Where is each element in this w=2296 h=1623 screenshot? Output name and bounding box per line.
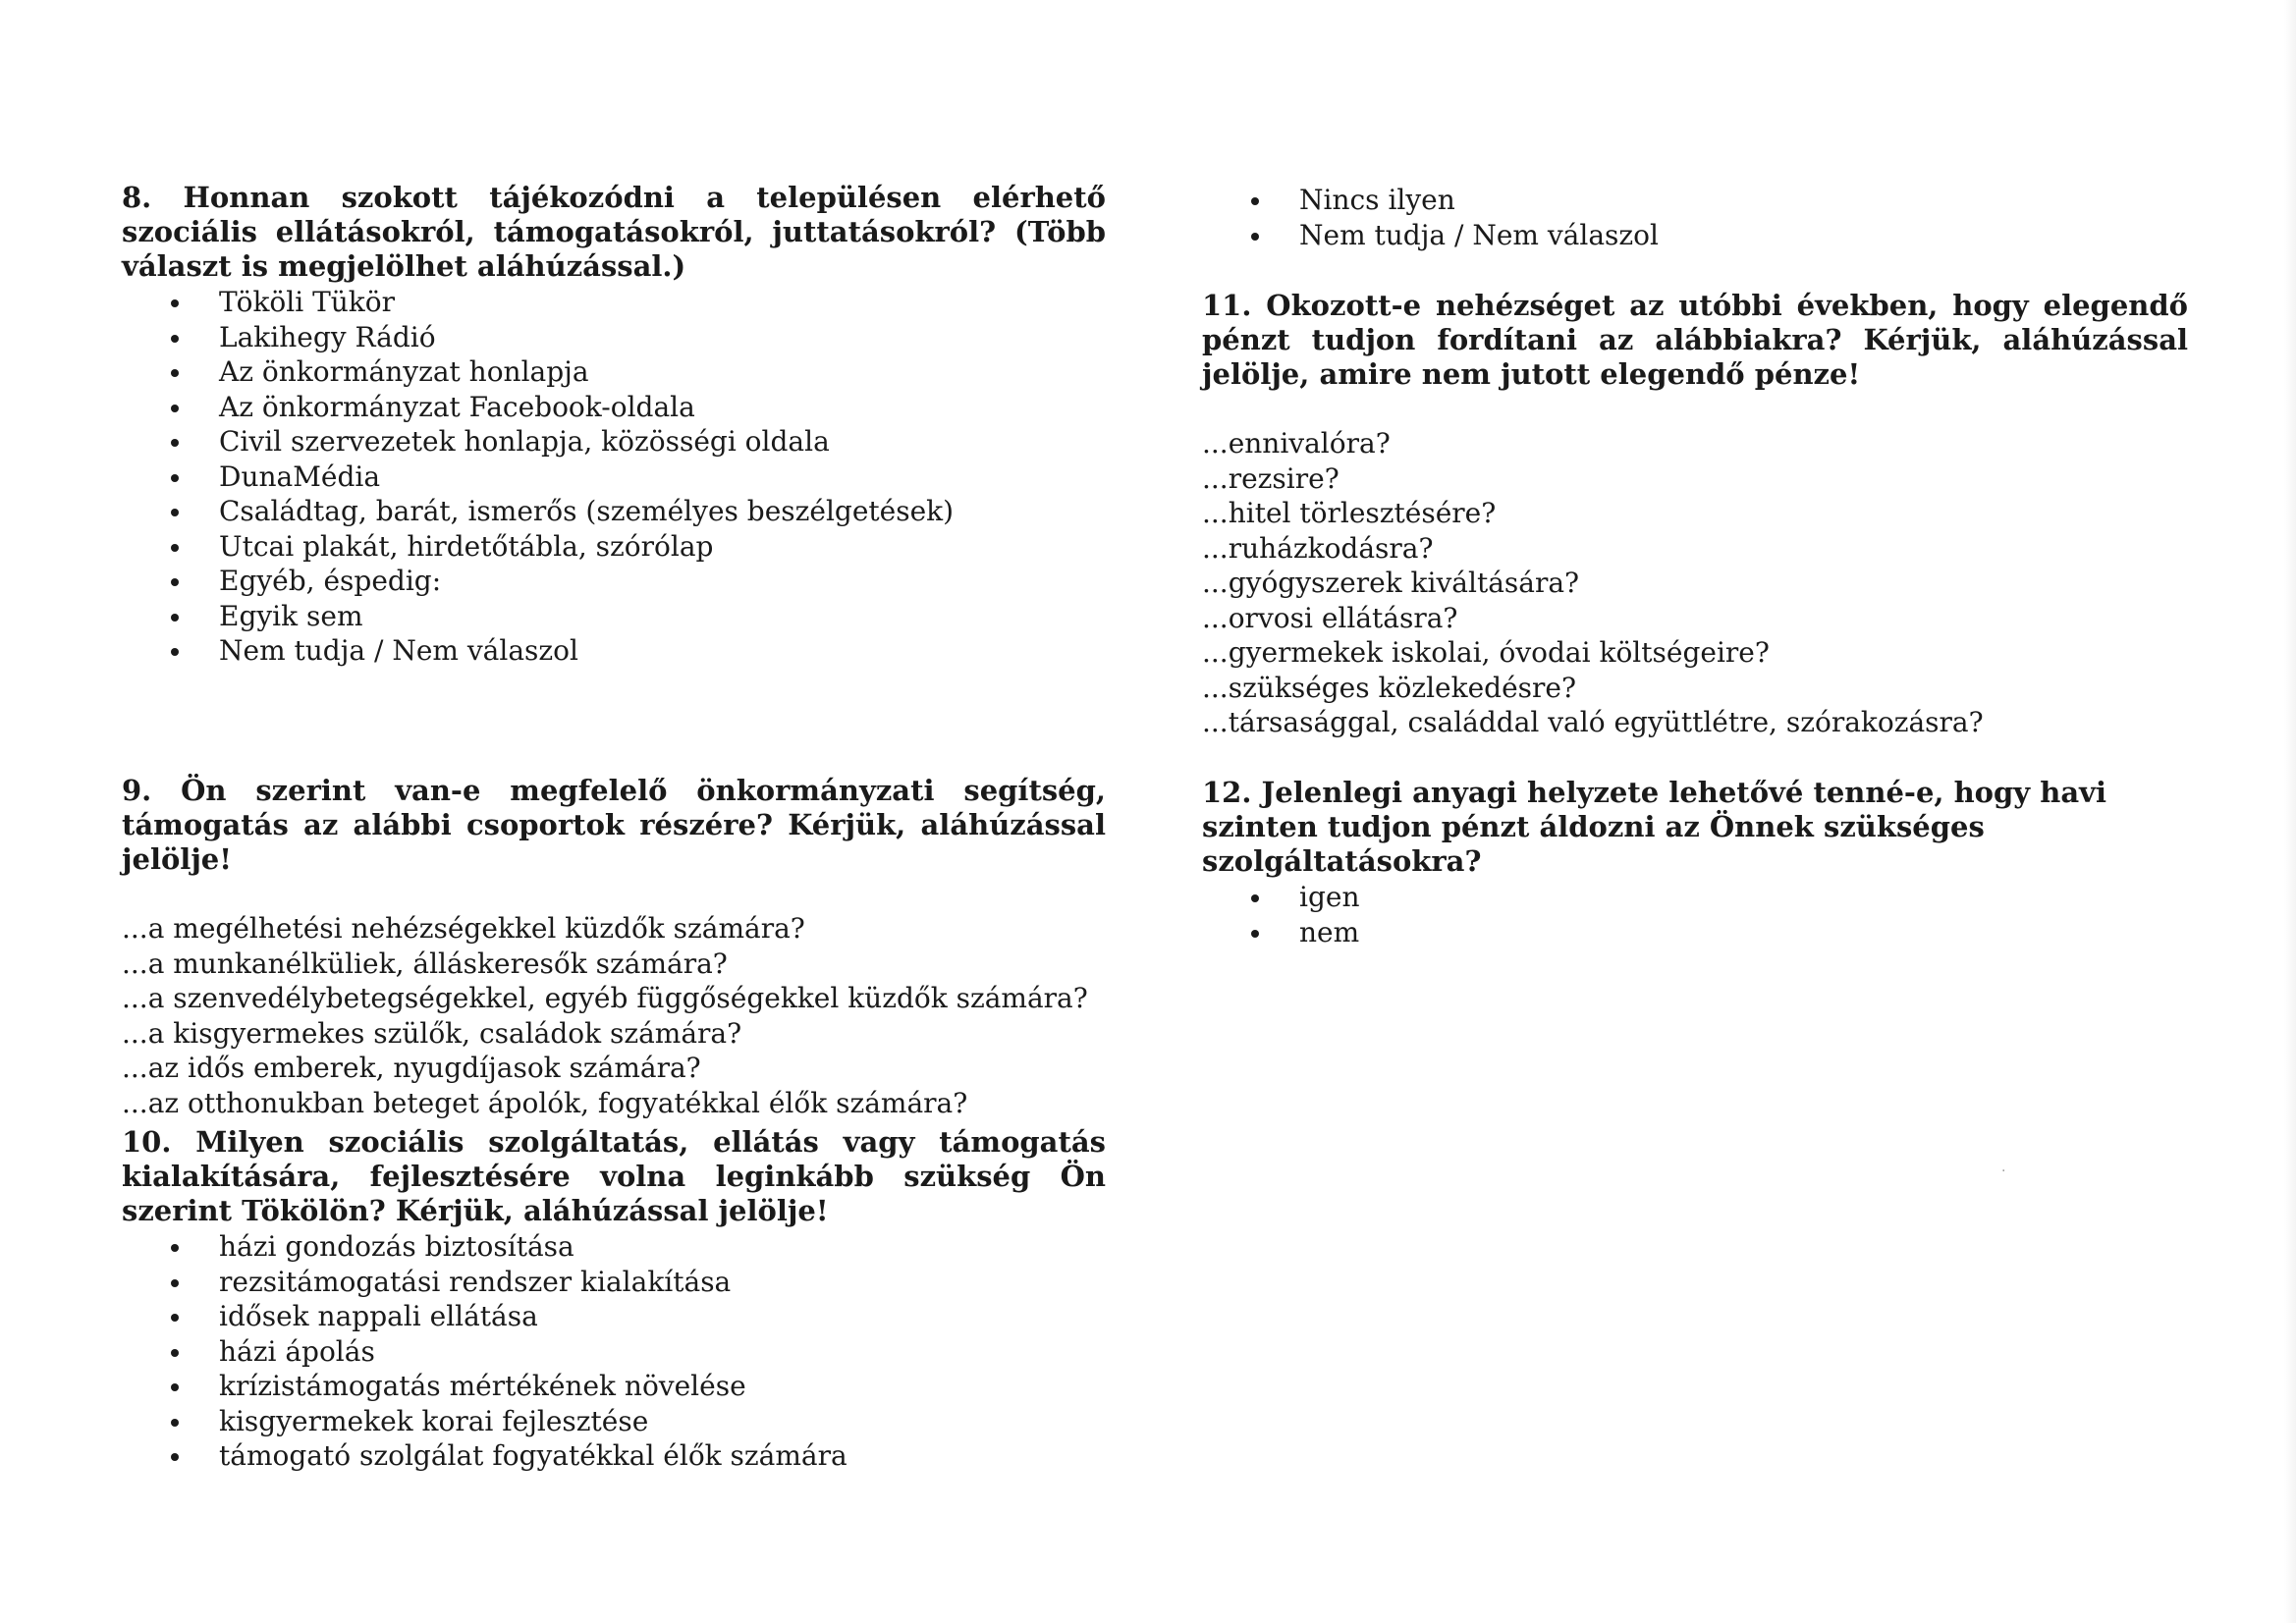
question-10-continued [1202, 183, 2188, 252]
question-12-options [1202, 880, 2188, 949]
question-12-option [1202, 880, 2188, 915]
question-11-item: ...szükséges közlekedésre? [1202, 671, 1576, 704]
question-12-option-label: igen [1299, 881, 1360, 913]
question-10-continued-option-label: Nincs ilyen [1299, 184, 1455, 216]
question-8-option-label: Tököli Tükör [219, 286, 396, 318]
bullet-icon [171, 1314, 179, 1322]
question-8-option [122, 354, 1106, 390]
question-10-option-label: krízistámogatás mértékének növelése [219, 1370, 746, 1402]
question-10-option-label: házi ápolás [219, 1334, 375, 1368]
question-10-continued-option [1202, 218, 2188, 253]
question-9-items [122, 911, 1106, 1120]
question-10-continued-options [1202, 183, 2188, 252]
question-11-item: ...orvosi ellátásra? [1202, 601, 1458, 634]
bullet-icon [171, 1453, 179, 1461]
question-11-item: ...társasággal, családdal való együttlétre, szórakozásra? [1202, 706, 1984, 738]
question-11-item: ...ruházkodásra? [1202, 531, 1434, 565]
question-9-item: ...az otthonukban beteget ápolók, fogyatékkal élők számára? [122, 1086, 968, 1119]
question-10-option [122, 1229, 1106, 1265]
question-11-item: ...ennivalóra? [1202, 427, 1391, 460]
question-10-option [122, 1299, 1106, 1334]
question-10-title: 10. Milyen szociális szolgáltatás, ellátás vagy támogatás kialakítására, fejlesztésére volna leginkább szükség Ön szerint Tökölön? Kérjük, aláhúzással jelölje! [122, 1125, 1106, 1227]
question-10-continued-option-label: Nem tudja / Nem válaszol [1299, 218, 1659, 251]
question-10-continued-option [1202, 183, 2188, 218]
question-12 [1202, 776, 2188, 949]
question-8-option [122, 599, 1106, 634]
bullet-icon [1251, 930, 1259, 938]
scan-speck: · [2001, 1163, 2006, 1179]
question-10-option [122, 1438, 1106, 1474]
question-8-option [122, 424, 1106, 460]
question-9-item: ...az idős emberek, nyugdíjasok számára? [122, 1052, 701, 1084]
question-10-option [122, 1404, 1106, 1439]
question-8-option [122, 494, 1106, 529]
question-11-item: ...gyermekek iskolai, óvodai költségeire? [1202, 636, 1770, 669]
question-8-option-label: Lakihegy Rádió [219, 320, 436, 353]
question-12-title: 12. Jelenlegi anyagi helyzete lehetővé tenné-e, hogy havi szinten tudjon pénzt áldozni az Önnek szükséges szolgáltatásokra? [1202, 776, 2106, 878]
bullet-icon [1251, 894, 1259, 902]
question-11-item: ...rezsire? [1202, 461, 1339, 495]
question-8-option [122, 564, 1106, 599]
question-9-item: ...a megélhetési nehézségekkel küzdők számára? [122, 912, 805, 945]
question-8-option-label: Az önkormányzat Facebook-oldala [219, 390, 695, 423]
question-11-item: ...hitel törlesztésére? [1202, 497, 1497, 529]
question-10 [122, 1125, 1106, 1474]
bullet-icon [171, 1419, 179, 1427]
question-11-item: ...gyógyszerek kiváltására? [1202, 567, 1580, 599]
scan-edge-shadow [2284, 0, 2296, 1623]
bullet-icon [171, 509, 179, 516]
question-10-option [122, 1369, 1106, 1404]
question-10-option [122, 1265, 1106, 1300]
question-10-option-label: rezsitámogatási rendszer kialakítása [219, 1265, 732, 1298]
question-8-option-label: Egyéb, éspedig: [219, 565, 442, 597]
bullet-icon [1251, 233, 1259, 241]
question-10-option [122, 1334, 1106, 1370]
question-10-option-label: támogató szolgálat fogyatékkal élők számára [219, 1439, 847, 1472]
question-8-option [122, 285, 1106, 320]
question-8-option [122, 460, 1106, 495]
bullet-icon [171, 299, 179, 307]
question-8-option-label: Egyik sem [219, 599, 363, 632]
question-8-option [122, 529, 1106, 565]
question-8-option-label: Nem tudja / Nem válaszol [219, 634, 578, 667]
question-8-option [122, 390, 1106, 425]
bullet-icon [171, 474, 179, 482]
question-10-option-label: kisgyermekek korai fejlesztése [219, 1404, 649, 1437]
question-11 [1202, 289, 2188, 740]
question-8-option-label: DunaMédia [219, 460, 381, 493]
question-10-options [122, 1229, 1106, 1474]
bullet-icon [171, 335, 179, 343]
bullet-icon [1251, 197, 1259, 205]
question-8 [122, 181, 1106, 669]
bullet-icon [171, 544, 179, 552]
bullet-icon [171, 1279, 179, 1287]
bullet-icon [171, 405, 179, 412]
question-8-title: 8. Honnan szokott tájékozódni a településen elérhető szociális ellátásokról, támogatásokról, juttatásokról? (Több választ is megjelölhet aláhúzással.) [122, 181, 1106, 283]
bullet-icon [171, 1383, 179, 1391]
bullet-icon [171, 439, 179, 447]
question-9-item: ...a szenvedélybetegségekkel, egyéb függőségekkel küzdők számára? [122, 982, 1088, 1014]
question-10-option-label: idősek nappali ellátása [219, 1300, 538, 1332]
question-12-option [1202, 915, 2188, 950]
bullet-icon [171, 648, 179, 656]
question-8-option-label: Családtag, barát, ismerős (személyes beszélgetések) [219, 495, 955, 527]
question-11-items [1202, 426, 2188, 740]
question-10-option-label: házi gondozás biztosítása [219, 1230, 574, 1263]
question-8-option [122, 633, 1106, 669]
bullet-icon [171, 1349, 179, 1357]
question-8-option-label: Az önkormányzat honlapja [219, 355, 589, 388]
question-8-options [122, 285, 1106, 669]
bullet-icon [171, 369, 179, 377]
bullet-icon [171, 1244, 179, 1252]
question-9-item: ...a kisgyermekes szülők, családok számára? [122, 1016, 742, 1050]
bullet-icon [171, 578, 179, 586]
question-8-option-label: Utcai plakát, hirdetőtábla, szórólap [219, 529, 714, 563]
question-8-option-label: Civil szervezetek honlapja, közösségi oldala [219, 425, 830, 458]
question-12-option-label: nem [1299, 915, 1360, 948]
question-9-title: 9. Ön szerint van-e megfelelő önkormányzati segítség, támogatás az alábbi csoportok részére? Kérjük, aláhúzással jelölje! [122, 774, 1106, 876]
bullet-icon [171, 614, 179, 622]
question-9-item: ...a munkanélküliek, álláskeresők számára? [122, 947, 728, 980]
question-11-title: 11. Okozott-e nehézséget az utóbbi években, hogy elegendő pénzt tudjon fordítani az alábbiakra? Kérjük, aláhúzással jelölje, amire nem jutott elegendő pénze! [1202, 289, 2188, 391]
question-8-option [122, 320, 1106, 355]
question-9 [122, 774, 1106, 1120]
